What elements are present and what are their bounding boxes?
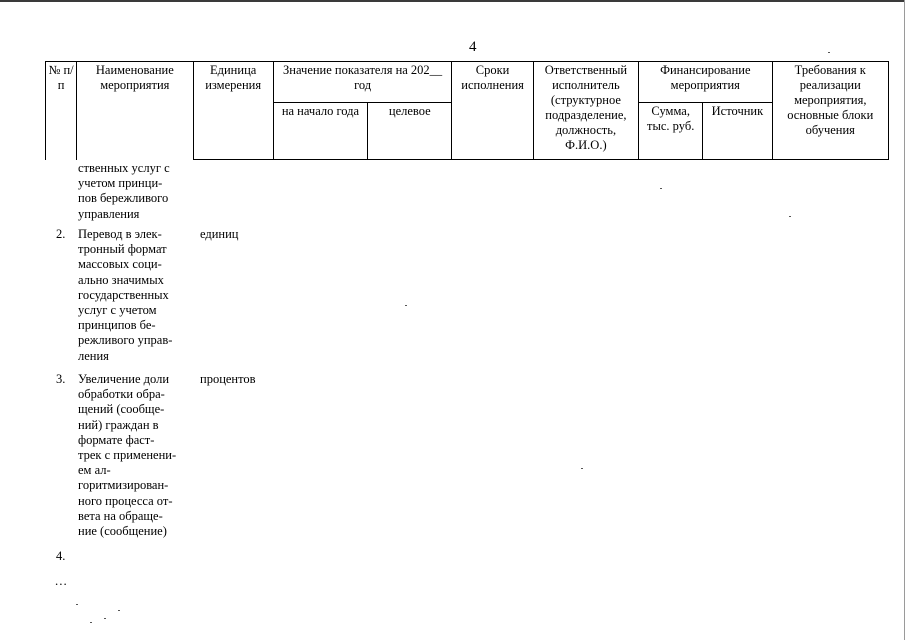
text-line: тронный формат (78, 242, 167, 257)
text-line: ного процесса от- (78, 493, 173, 508)
row-2-unit: единиц (200, 227, 239, 241)
scan-speck (76, 604, 78, 605)
header-value: Значение показателя на 202__ год (273, 62, 452, 103)
text-line: государственных (78, 287, 169, 302)
text-line: учетом принци- (78, 176, 163, 191)
scan-speck (789, 216, 791, 217)
text-line: обработки обра- (78, 387, 165, 402)
header-deadline: Сроки исполнения (452, 62, 533, 160)
text-line: массовых соци- (78, 257, 162, 272)
header-unit: Единица измерения (193, 62, 273, 160)
text-line: щений (сообще- (78, 402, 165, 417)
text-line: ления (78, 348, 109, 363)
header-num: № п/п (46, 62, 77, 160)
text-line: трек с применени- (78, 448, 177, 463)
scan-speck (90, 622, 92, 623)
text-line: управления (78, 206, 140, 221)
scan-speck (828, 52, 830, 53)
header-responsible: Ответственный исполнитель (структурное подразделение, должность, Ф.И.О.) (533, 62, 638, 160)
row-3-unit: процентов (200, 372, 256, 386)
row-2-number: 2. (56, 227, 66, 241)
header-value-target: целевое (368, 103, 452, 160)
text-line: ние (сообщение) (78, 524, 167, 539)
header-name: Наименование мероприятия (77, 62, 193, 160)
scan-edge-top (0, 0, 905, 2)
scan-speck (104, 618, 106, 619)
text-line: услуг с учетом (78, 303, 157, 318)
text-line: пов бережливого (78, 191, 169, 206)
page-number: 4 (469, 39, 477, 55)
text-line: режливого управ- (78, 333, 173, 348)
scan-speck (405, 305, 407, 306)
text-line: ний) граждан в (78, 417, 159, 432)
scan-speck (581, 468, 583, 469)
text-line: принципов бе- (78, 318, 156, 333)
header-fin-sum: Сумма, тыс. руб. (639, 103, 703, 160)
text-line: Увеличение доли (78, 372, 170, 386)
scan-speck (118, 610, 120, 611)
header-requirements: Требования к реализации мероприятия, основные блоки обучения (772, 62, 888, 160)
header-fin-source: Источник (703, 103, 772, 160)
row-continuation-name (78, 161, 190, 222)
row-3-number: 3. (56, 372, 66, 386)
text-line: ально значимых (78, 272, 164, 287)
header-financing: Финансирование мероприятия (639, 62, 772, 103)
row-2-name (78, 227, 190, 364)
scan-speck (660, 188, 662, 189)
text-line: ем ал- (78, 463, 111, 478)
row-4-number: 4. (56, 549, 66, 563)
continuation-ellipsis: ... (55, 573, 68, 588)
text-line: Перевод в элек- (78, 227, 162, 241)
text-line: формате фаст- (78, 432, 155, 447)
text-line: вета на обраще- (78, 508, 163, 523)
header-value-start: на начало года (273, 103, 367, 160)
row-3-name (78, 372, 190, 539)
text-line: горитмизирован- (78, 478, 169, 493)
header-table (45, 61, 889, 160)
text-line: ственных услуг с (78, 161, 170, 175)
